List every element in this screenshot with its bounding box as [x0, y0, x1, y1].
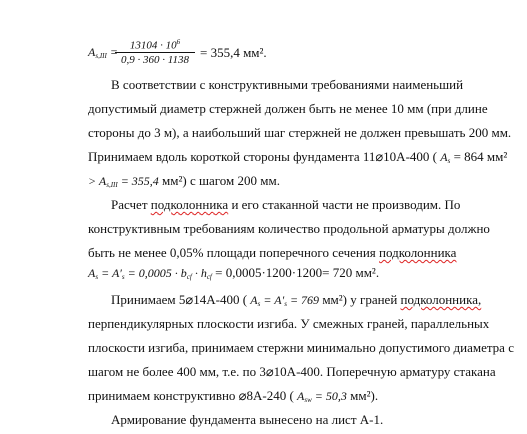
- formula-area-required: [88, 38, 288, 68]
- p3-line5: принимаем конструктивно ⌀8А-240 ( $A_{sw} = 50,3$ мм²).: [88, 388, 379, 404]
- p1-line5: > $A_{s,III} = 355,4$ мм²) с шагом 200 мм.: [88, 173, 280, 189]
- p3-line4: шагом не более 400 мм, т.е. по 3⌀10А-400. Поперечную арматуру стакана: [88, 364, 496, 379]
- formula-min-reinforcement: $A_s = A'_s = 0,0005 \cdot b_{cf} \cdot h_{cf} = 0,0005\cdot 1200\cdot 1200= 720$ мм².: [88, 265, 380, 281]
- p1-line1: В соответствии с конструктивными требованиями наименьший: [111, 77, 464, 92]
- p2-line1: Расчет подколонника и его стаканной части не производим. По: [111, 197, 461, 212]
- p3-line3: плоскости изгиба, принимаем стержни минимально допустимого диаметра с: [88, 340, 514, 355]
- formula-denominator: 0,9 · 360 · 1138: [121, 54, 189, 66]
- as-symbol: $A_s$: [440, 150, 451, 165]
- p2-line2: конструктивным требованиям количество продольной арматуры должно: [88, 221, 490, 236]
- p1-line3: стороны до 3 м), а наибольший шаг стержней не должен превышать 200 мм.: [88, 125, 512, 140]
- spellcheck-word: подколонника: [379, 245, 457, 260]
- fraction-bar: [115, 52, 195, 53]
- p4-line1: Армирование фундамента вынесено на лист А-1.: [111, 412, 384, 427]
- p3-line1: Принимаем 5⌀14А-400 ( $A_s = A'_s = 769$ мм²) у граней подколонника,: [111, 292, 482, 308]
- formula-numerator: $13104 \cdot 10^6$: [129, 38, 181, 52]
- p2-line3: быть не менее 0,05% площади поперечного сечения подколонника: [88, 245, 457, 260]
- p1-line2: допустимый диаметр стержней должен быть не менее 10 мм (при длине: [88, 101, 488, 116]
- formula-lhs: $A_{s,III}$ =: [88, 45, 118, 60]
- spellcheck-word: подколонника: [150, 197, 229, 212]
- p3-line2: перпендикулярных плоскости изгиба. У смежных граней, параллельных: [88, 316, 490, 331]
- p1-line4: Принимаем вдоль короткой стороны фундамента 11⌀10А-400 ( $A_s = 864$ мм²: [88, 149, 508, 165]
- spellcheck-word: подколонника,: [400, 292, 482, 307]
- formula-result: = 355,4 мм².: [200, 45, 267, 60]
